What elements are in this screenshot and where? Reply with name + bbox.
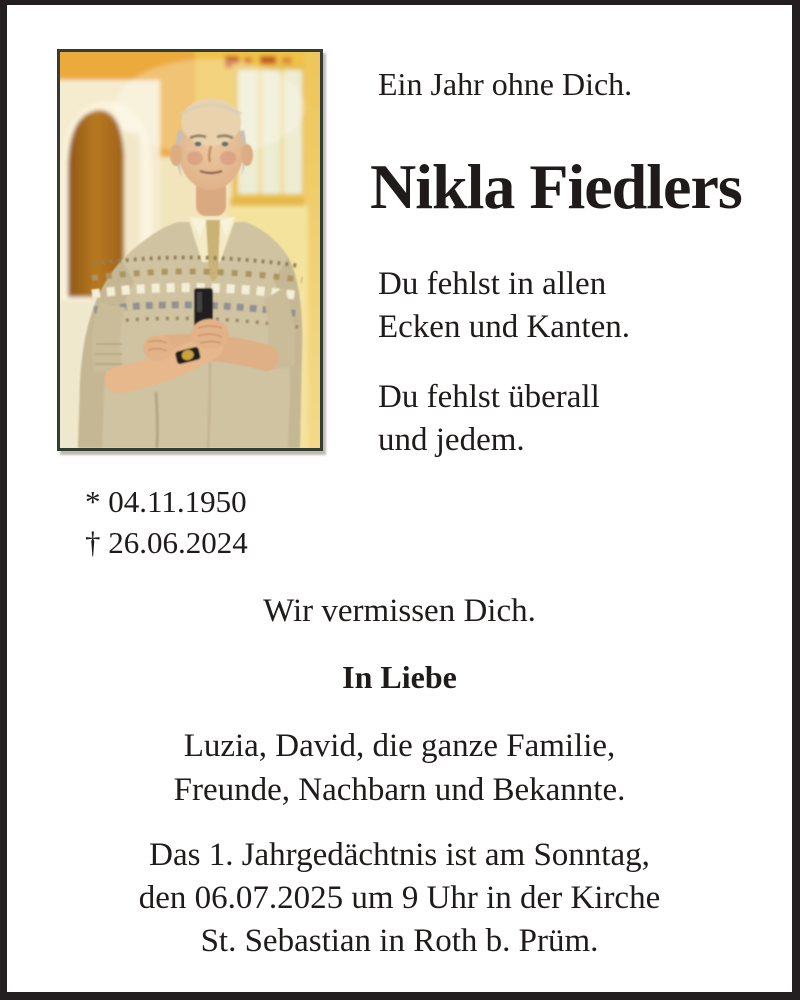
birth-date: * 04.11.1950 (85, 484, 247, 519)
memorial-quote-2 (378, 376, 600, 462)
portrait-photo-illustration (60, 52, 320, 448)
closing-line: In Liebe (342, 659, 457, 695)
notice-line: Das 1. Jahrgedächtnis ist am Sonntag, (149, 837, 650, 873)
intro-line: Ein Jahr ohne Dich. (378, 66, 633, 102)
quote-line: und jedem. (378, 422, 525, 458)
family-block (7, 724, 792, 812)
notice-line: den 06.07.2025 um 9 Uhr in der Kirche (138, 880, 661, 916)
quote-line: Du fehlst überall (378, 379, 600, 415)
death-date: † 26.06.2024 (85, 525, 248, 560)
family-line: Luzia, David, die ganze Familie, (183, 728, 616, 764)
quote-line: Ecken und Kanten. (378, 309, 630, 345)
life-dates (85, 481, 248, 563)
notice-line: St. Sebastian in Roth b. Prüm. (200, 923, 599, 959)
portrait-photo (57, 49, 323, 451)
family-line: Freunde, Nachbarn und Bekannte. (173, 772, 626, 808)
memorial-quote-1 (378, 263, 630, 349)
anniversary-notice (7, 834, 792, 963)
quote-line: Du fehlst in allen (378, 266, 607, 302)
missing-line: Wir vermissen Dich. (263, 593, 536, 629)
deceased-name: Nikla Fiedlers (370, 151, 742, 222)
